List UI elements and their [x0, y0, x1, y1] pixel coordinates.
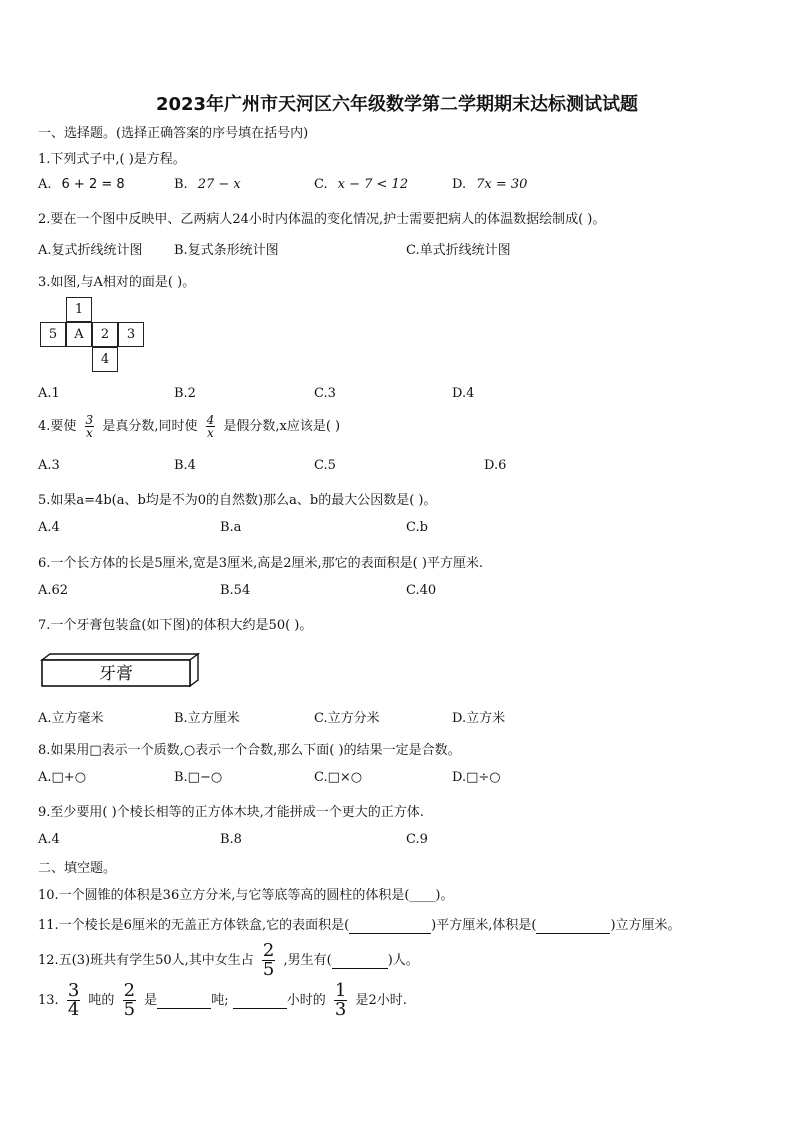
net-face-right-2: 3 — [118, 322, 144, 347]
question-13: 13. $\frac{3}{4}$ 吨的 $\frac{2}{5}$ 是 吨; 小时的 $\frac{1}{3}$ 是2小时. — [38, 980, 407, 1020]
section-heading-fill: 二、填空题。 — [38, 861, 117, 876]
question-4-options — [38, 458, 758, 476]
question-7: 7.一个牙膏包装盒(如下图)的体积大约是50( )。 — [38, 618, 313, 633]
option-c: C. x − 7 < 12 — [314, 177, 409, 192]
section-heading-choice: 一、选择题。(选择正确答案的序号填在括号内) — [38, 126, 309, 141]
fraction: $\frac{3}{4}$ — [67, 980, 80, 1020]
option-b: B.2 — [174, 386, 196, 401]
answer-blank[interactable] — [349, 918, 431, 934]
option-c: C.9 — [406, 832, 428, 847]
option-b: B.a — [220, 520, 242, 535]
fraction: $\frac{3}{x}$ — [85, 413, 94, 440]
question-9: 9.至少要用( )个棱长相等的正方体木块,才能拼成一个更大的正方体. — [38, 805, 424, 820]
option-c: C.b — [406, 520, 428, 535]
option-d: D. 7x = 30 — [452, 177, 528, 192]
net-face-center: A — [66, 322, 92, 347]
option-d: D.□÷○ — [452, 770, 501, 785]
question-4: 4.要使 $\frac{3}{x}$ 是真分数,同时使 $\frac{4}{x}$ 是假分数,x应该是( ) — [38, 413, 341, 440]
option-b: B.复式条形统计图 — [174, 243, 279, 258]
net-face-bottom: 4 — [92, 347, 118, 372]
question-9-options — [38, 832, 758, 850]
answer-blank[interactable] — [157, 993, 211, 1009]
option-c: C.3 — [314, 386, 336, 401]
question-1: 1.下列式子中,( )是方程。 — [38, 152, 186, 167]
option-a: A. 6 + 2 = 8 — [38, 177, 125, 192]
question-1-options — [38, 177, 758, 195]
question-3: 3.如图,与A相对的面是( )。 — [38, 275, 196, 290]
cube-net-figure — [40, 297, 144, 373]
answer-blank[interactable] — [536, 918, 610, 934]
option-a: A.4 — [38, 832, 60, 847]
option-b: B.8 — [220, 832, 242, 847]
question-5: 5.如果a=4b(a、b均是不为0的自然数)那么a、b的最大公因数是( )。 — [38, 493, 437, 508]
toothpaste-box-figure — [40, 652, 200, 688]
question-12: 12.五(3)班共有学生50人,其中女生占 $\frac{2}{5}$ ,男生有( )人。 — [38, 940, 419, 980]
question-2: 2.要在一个图中反映甲、乙两病人24小时内体温的变化情况,护士需要把病人的体温数据绘制成( )。 — [38, 212, 606, 227]
option-c: C.单式折线统计图 — [406, 243, 511, 258]
option-b: B. 27 − x — [174, 177, 241, 192]
option-d: D.立方米 — [452, 711, 506, 726]
fraction: $\frac{2}{5}$ — [123, 980, 136, 1020]
option-d: D.4 — [452, 386, 475, 401]
question-8: 8.如果用□表示一个质数,○表示一个合数,那么下面( )的结果一定是合数。 — [38, 743, 461, 758]
option-a: A.立方毫米 — [38, 711, 104, 726]
question-8-options — [38, 770, 758, 788]
option-a: A.4 — [38, 520, 60, 535]
option-c: C.□×○ — [314, 770, 363, 785]
option-a: A.1 — [38, 386, 60, 401]
option-d: D.6 — [484, 458, 507, 473]
option-a: A.复式折线统计图 — [38, 243, 143, 258]
option-c: C.5 — [314, 458, 336, 473]
question-5-options — [38, 520, 758, 538]
option-b: B.□−○ — [174, 770, 223, 785]
net-face-top: 1 — [66, 297, 92, 322]
net-face-left: 5 — [40, 322, 66, 347]
fraction: $\frac{4}{x}$ — [206, 413, 215, 440]
option-b: B.立方厘米 — [174, 711, 240, 726]
option-c: C.40 — [406, 583, 437, 598]
option-a: A.62 — [38, 583, 69, 598]
question-2-options — [38, 239, 758, 257]
fraction: $\frac{2}{5}$ — [262, 940, 275, 980]
answer-blank[interactable] — [233, 993, 287, 1009]
net-face-right-1: 2 — [92, 322, 118, 347]
option-b: B.4 — [174, 458, 196, 473]
option-a: A.3 — [38, 458, 60, 473]
answer-blank[interactable] — [332, 953, 388, 969]
option-b: B.54 — [220, 583, 251, 598]
question-10: 10.一个圆锥的体积是36立方分米,与它等底等高的圆柱的体积是(____)。 — [38, 888, 454, 903]
question-7-options — [38, 707, 758, 725]
option-a: A.□+○ — [38, 770, 87, 785]
page-title: 2023年广州市天河区六年级数学第二学期期末达标测试试题 — [155, 94, 639, 115]
question-6-options — [38, 583, 758, 601]
fraction: $\frac{1}{3}$ — [334, 980, 347, 1020]
box-label: 牙膏 — [99, 664, 133, 684]
question-6: 6.一个长方体的长是5厘米,宽是3厘米,高是2厘米,那它的表面积是( )平方厘米. — [38, 556, 484, 571]
question-11: 11.一个棱长是6厘米的无盖正方体铁盒,它的表面积是( )平方厘米,体积是( )立方厘米。 — [38, 918, 681, 933]
option-c: C.立方分米 — [314, 711, 380, 726]
question-3-options — [38, 386, 758, 404]
